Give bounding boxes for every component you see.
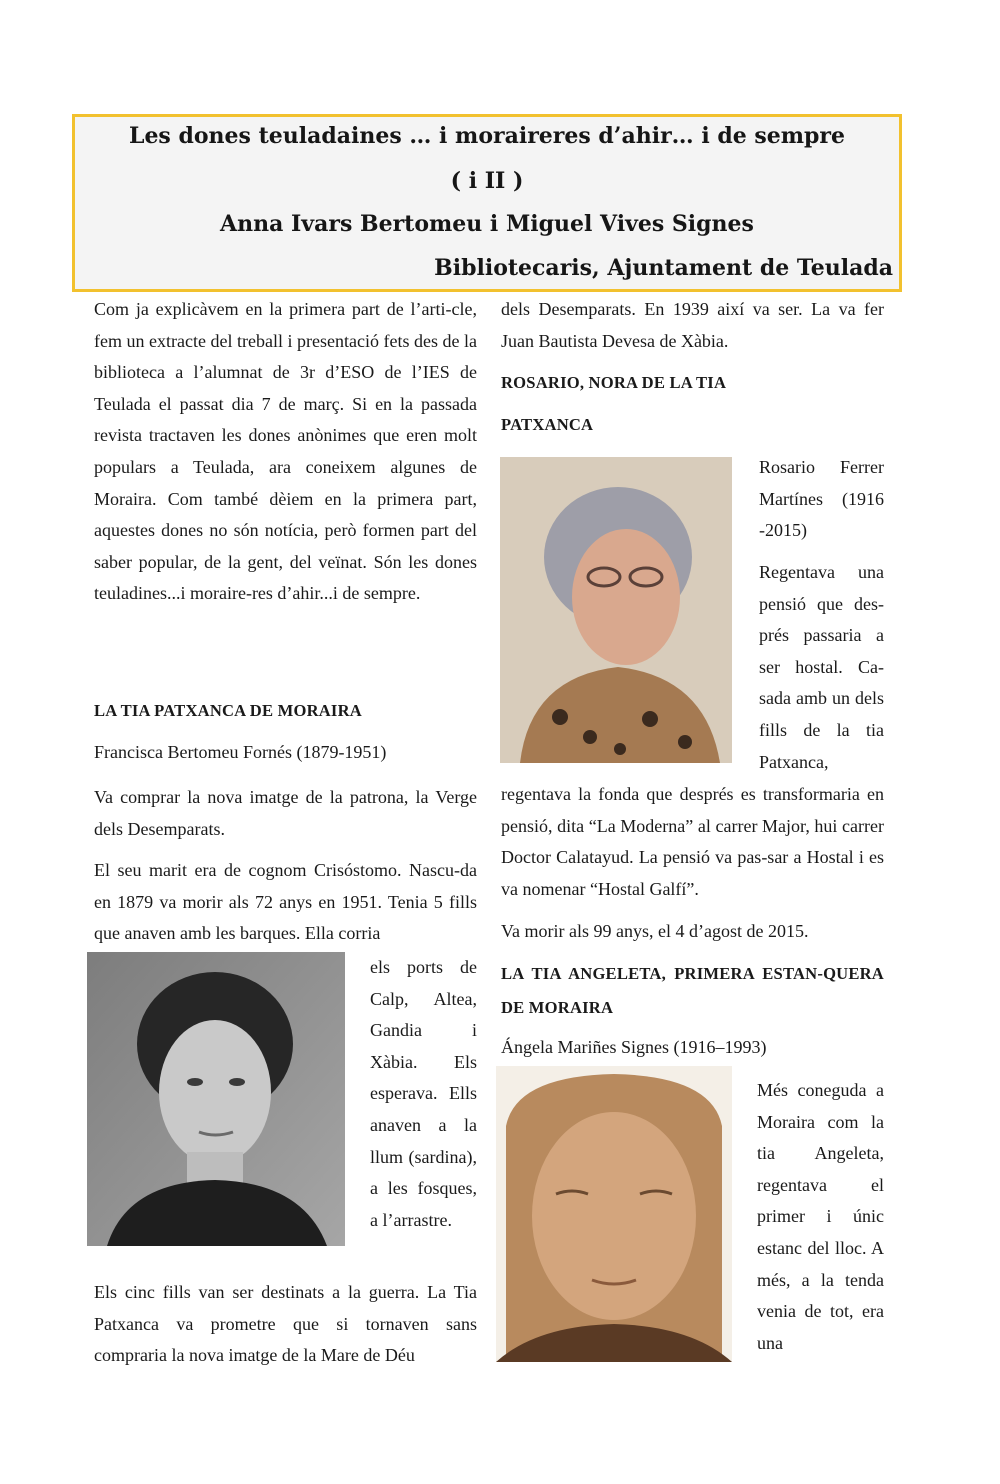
tia-patxanca-name: Francisca Bertomeu Fornés (1879-1951)	[94, 742, 387, 762]
article-authors: Anna Ivars Bertomeu i Miguel Vives Signes	[220, 211, 754, 237]
section-heading-tia-angeleta: LA TIA ANGELETA, PRIMERA ESTAN-QUERA DE MORAIRA	[501, 964, 884, 1017]
section-heading-rosario-line2: PATXANCA	[501, 415, 594, 434]
tia-patxanca-paragraph-3: Els cinc fills van ser destinats a la guerra. La Tia Patxanca va prometre que si tornaven sans compraria la nova imatge de la Mare de Déu	[94, 1282, 477, 1366]
article-title: Les dones teuladaines … i moraireres d’ahir… i de sempre	[128, 123, 846, 149]
tia-angeleta-name: Ángela Mariñes Signes (1916–1993)	[501, 1037, 767, 1057]
rosario-photo	[500, 457, 732, 763]
tia-angeleta-wrap-text: Més coneguda a Moraira com la tia Angeleta, regentava el primer i únic estanc del lloc. A més, a la tenda venia de tot, era una	[757, 1080, 884, 1353]
section-heading-rosario-line1: ROSARIO, NORA DE LA TIA	[501, 373, 727, 392]
rosario-portrait-image	[500, 457, 732, 763]
tia-patxanca-photo	[87, 952, 345, 1246]
intro-paragraph: Com ja explicàvem en la primera part de l’arti-cle, fem un extracte del treball i presentació fets des de la biblioteca a l’alumnat de 3r d’ESO de l’IES de Teulada el passat dia 7 de març. Si en la passada revista tractaven les dones anònimes que eren molt populars a Teulada, ara coneixem algunes de Moraira. Com també dèiem en la primera part, aquestes dones no són notícia, però formen part del saber popular, de la gent, del veïnat. Són les dones teuladines...i moraire-res d’ahir...i de sempre.	[94, 299, 477, 604]
tia-patxanca-paragraph-2: El seu marit era de cognom Crisóstomo. Nascu-da en 1879 va morir als 72 anys en 1951. Tenia 5 fills que anaven amb les barques. Ella corria	[94, 860, 477, 944]
section-heading-tia-patxanca: LA TIA PATXANCA DE MORAIRA	[94, 701, 362, 720]
tia-patxanca-paragraph-1: Va comprar la nova imatge de la patrona, la Verge dels Desemparats.	[94, 787, 477, 839]
continuation-paragraph: dels Desemparats. En 1939 així va ser. La va fer Juan Bautista Devesa de Xàbia.	[501, 299, 884, 351]
tia-patxanca-portrait-image	[87, 952, 345, 1246]
rosario-death: Va morir als 99 anys, el 4 d’agost de 2015.	[501, 921, 809, 941]
rosario-wrap-text: Regentava una pensió que des-prés passaria a ser hostal. Ca-sada amb un dels fills de la tia Patxanca,	[759, 562, 884, 772]
tia-angeleta-photo	[496, 1066, 732, 1362]
article-title-box	[72, 114, 902, 292]
rosario-paragraph: regentava la fonda que després es transformaria en pensió, dita “La Moderna” al carrer Major, hui carrer Doctor Calatayud. La pensió va pas-sar a Hostal i es va nomenar “Hostal Galfí”.	[501, 784, 884, 899]
tia-angeleta-portrait-image	[496, 1066, 732, 1362]
tia-patxanca-wrap-text: els ports de Calp, Altea, Gandia i Xàbia. Els esperava. Ells anaven a la llum (sardina), a les fosques, a l’arrastre.	[370, 957, 477, 1230]
article-part: ( i II )	[450, 168, 524, 194]
article-affiliation: Bibliotecaris, Ajuntament de Teulada	[434, 255, 893, 281]
rosario-name: Rosario Ferrer Martínes (1916 -2015)	[759, 457, 884, 541]
